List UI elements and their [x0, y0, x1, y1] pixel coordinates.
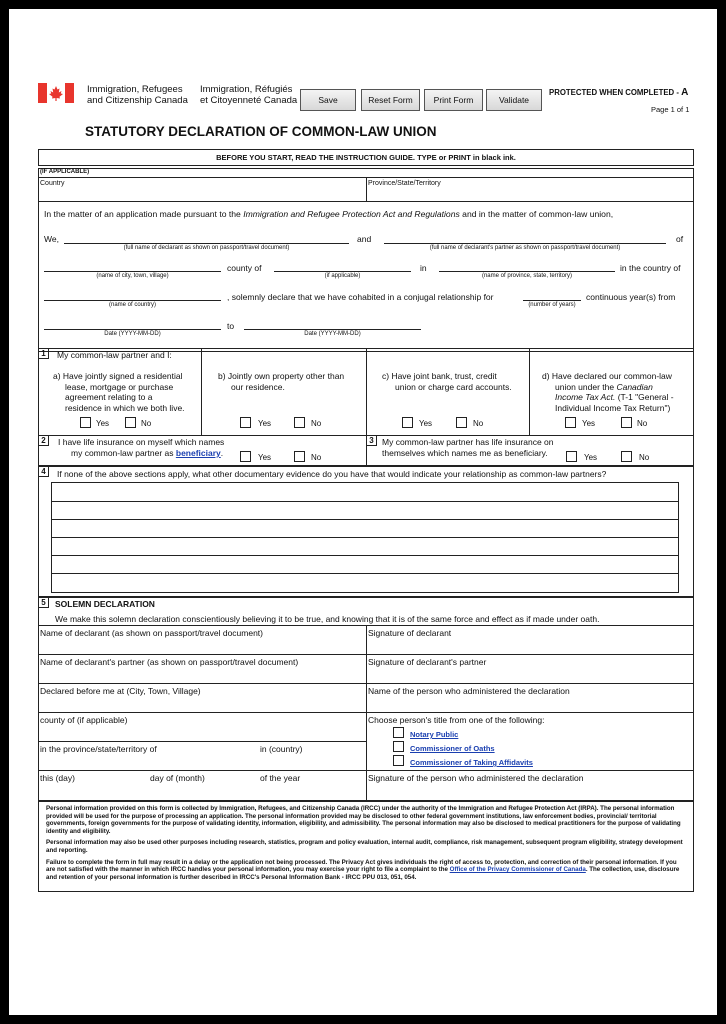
- option-d-text: [542, 371, 674, 413]
- county-of-label: county of: [227, 263, 262, 273]
- signature-of-partner-label: Signature of declarant's partner: [368, 657, 487, 667]
- divider: [366, 348, 367, 436]
- of-label: of: [676, 234, 684, 244]
- option-a-line2: lease, mortgage or purchase: [65, 381, 174, 392]
- section-3-text: [382, 437, 554, 459]
- section-2-no-checkbox[interactable]: [294, 451, 305, 462]
- section-3-number: 3: [366, 435, 377, 446]
- privacy-paragraph-2: Personal information may also be used other purposes including research, statistics, program and policy evaluation, internal audit, compliance, risk management, subsequent program eligibility, strategy development and reporting.: [46, 839, 683, 854]
- divider: [366, 625, 367, 801]
- matter-text-1: In the matter of an application made pursuant to the: [44, 209, 244, 219]
- section-3-no-label: No: [639, 453, 650, 462]
- matter-text-italic: Immigration and Refugee Protection Act and Regulations: [243, 209, 460, 219]
- option-a-no-label: No: [141, 419, 152, 428]
- section-2-period: .: [220, 448, 224, 458]
- commissioner-of-oaths-checkbox[interactable]: [393, 741, 404, 752]
- option-a-text: [53, 371, 185, 413]
- divider: [366, 177, 367, 201]
- to-label: to: [227, 321, 235, 331]
- protected-text: PROTECTED WHEN COMPLETED -: [549, 88, 682, 97]
- in-country-label: in (country): [260, 744, 303, 754]
- option-b-line2: our residence.: [231, 381, 285, 392]
- option-d-italic1: Canadian: [616, 381, 653, 392]
- continuous-label: continuous year(s) from: [586, 292, 676, 302]
- section-3-line1: My common-law partner has life insurance on: [382, 437, 554, 447]
- divider: [38, 654, 694, 655]
- and-label: and: [357, 234, 372, 244]
- canada-flag-icon: [38, 83, 74, 103]
- partner-name-sublabel: (full name of declarant's partner as shown on passport/travel document): [429, 245, 621, 251]
- name-of-declarant-label: Name of declarant (as shown on passport/travel document): [40, 628, 264, 638]
- dept-en-line2: and Citizenship Canada: [87, 95, 188, 106]
- section-3-yes-label: Yes: [584, 453, 598, 462]
- privacy-paragraph-1: Personal information provided on this form is collected by Immigration, Refugees, and Citizenship Canada (IRCC) under the authority of the Immigration and Refugee Protection Act (IRPA). The personal information provided will be used for the purpose of processing an application. The personal information provided may be disclosed to other federal government institutions, law enforcement bodies, provincial/ territorial governments, foreign governments for the purpose of validating identity, information, eligibility, and admissibility. The personal information may also be disclosed to medical practitioners for the purpose of validating identity and eligibility.: [46, 805, 681, 835]
- section-1-intro: My common-law partner and I:: [57, 350, 172, 360]
- divider: [529, 348, 530, 436]
- we-label: We,: [44, 234, 59, 244]
- section-2-yes-checkbox[interactable]: [240, 451, 251, 462]
- form-page: [9, 9, 717, 1015]
- name-of-partner-label: Name of declarant's partner (as shown on passport/travel document): [40, 657, 299, 667]
- name-of-administrator-label: Name of the person who administered the declaration: [368, 686, 570, 696]
- matter-text: [44, 209, 613, 219]
- commissioner-affidavits-link[interactable]: Commissioner of Taking Affidavits: [410, 758, 533, 767]
- reset-form-button[interactable]: Reset Form: [361, 89, 420, 111]
- option-a-line3: agreement relating to a: [65, 392, 153, 402]
- declarant-name-sublabel: (full name of declarant as shown on passport/travel document): [123, 245, 290, 251]
- section-5-heading: SOLEMN DECLARATION: [55, 599, 155, 609]
- option-d-line1: d) Have declared our common-law: [542, 371, 672, 381]
- dept-en-line1: Immigration, Refugees: [87, 84, 183, 95]
- option-c-no-checkbox[interactable]: [456, 417, 467, 428]
- form-title: STATUTORY DECLARATION OF COMMON-LAW UNION: [85, 124, 437, 139]
- choose-title-label: Choose person's title from one of the following:: [368, 715, 545, 725]
- option-d-yes-checkbox[interactable]: [565, 417, 576, 428]
- dept-fr-line2: et Citoyenneté Canada: [200, 95, 298, 106]
- option-b-text: [218, 371, 344, 392]
- privacy-paragraph-3b: . The collection, use, disclosure and retention of your personal information is further described in IRCC's Personal Information Bank - IRCC PPU 013, 051, 054.: [46, 866, 680, 881]
- textarea-line: [52, 519, 678, 520]
- option-c-line2: union or charge card accounts.: [395, 381, 512, 392]
- option-c-yes-checkbox[interactable]: [402, 417, 413, 428]
- option-d-line4: Individual Income Tax Return"): [555, 402, 671, 413]
- province-sublabel: (name of province, state, territory): [481, 273, 573, 279]
- declared-before-label: Declared before me at (City, Town, Village): [40, 686, 201, 696]
- option-a-no-checkbox[interactable]: [125, 417, 136, 428]
- option-d-yes-label: Yes: [582, 419, 596, 428]
- dept-name-fr: [200, 84, 297, 106]
- privacy-paragraph-3: [46, 859, 686, 882]
- option-d-line2: union under the: [555, 381, 617, 392]
- to-date-sublabel: Date (YYYY-MM-DD): [304, 331, 361, 337]
- option-d-no-checkbox[interactable]: [621, 417, 632, 428]
- privacy-notice: [38, 801, 694, 892]
- option-a-yes-checkbox[interactable]: [80, 417, 91, 428]
- option-c-no-label: No: [473, 419, 484, 428]
- divider: [38, 712, 694, 713]
- province-field[interactable]: [439, 271, 615, 272]
- beneficiary-link[interactable]: beneficiary: [175, 448, 221, 458]
- option-d-no-label: No: [637, 419, 648, 428]
- commissioner-of-oaths-link[interactable]: Commissioner of Oaths: [410, 744, 495, 753]
- county-sublabel: (if applicable): [324, 273, 361, 279]
- divider: [201, 348, 202, 436]
- section-2-no-label: No: [311, 453, 322, 462]
- option-d-line3: (T-1 "General -: [615, 392, 674, 402]
- signature-administrator-label: Signature of the person who administered the declaration: [368, 773, 584, 783]
- option-c-yes-label: Yes: [419, 419, 433, 428]
- county-label: county of (if applicable): [40, 715, 128, 725]
- section-2-text: [58, 437, 224, 459]
- textarea-line: [52, 555, 678, 556]
- instruction-bar: BEFORE YOU START, READ THE INSTRUCTION GUIDE. TYPE or PRINT in black ink.: [38, 149, 694, 166]
- option-b-no-checkbox[interactable]: [294, 417, 305, 428]
- from-date-field[interactable]: [44, 329, 221, 330]
- dept-fr-line1: Immigration, Réfugiés: [200, 84, 293, 95]
- day-of-month-label: day of (month): [150, 773, 205, 783]
- section-3-yes-checkbox[interactable]: [566, 451, 577, 462]
- section-1-number: 1: [38, 348, 49, 359]
- in-label: in: [420, 263, 427, 273]
- years-field[interactable]: [523, 300, 581, 301]
- validate-button[interactable]: Validate: [486, 89, 542, 111]
- option-b-yes-checkbox[interactable]: [240, 417, 251, 428]
- country-field[interactable]: [44, 300, 221, 301]
- protected-label: [549, 87, 688, 98]
- city-sublabel: (name of city, town, village): [96, 273, 169, 279]
- section-2-line1: I have life insurance on myself which names: [58, 437, 225, 447]
- option-c-line1: c) Have joint bank, trust, credit: [382, 371, 497, 381]
- county-field[interactable]: [274, 271, 411, 272]
- divider: [38, 683, 694, 684]
- dept-name-en: [87, 84, 188, 106]
- from-date-sublabel: Date (YYYY-MM-DD): [104, 331, 161, 337]
- option-d-italic2: Income Tax Act.: [555, 392, 616, 402]
- textarea-line: [52, 573, 678, 574]
- option-a-line1: a) Have jointly signed a residential: [53, 371, 183, 381]
- save-button[interactable]: Save: [300, 89, 356, 111]
- section-4-question: If none of the above sections apply, what other documentary evidence do you have that would indicate your relationship as common-law partners?: [57, 469, 607, 479]
- signature-of-declarant-label: Signature of declarant: [368, 628, 452, 638]
- notary-public-checkbox[interactable]: [393, 727, 404, 738]
- section-4-number: 4: [38, 466, 49, 477]
- partner-name-field[interactable]: [384, 243, 666, 244]
- commissioner-affidavits-checkbox[interactable]: [393, 755, 404, 766]
- city-field[interactable]: [44, 271, 221, 272]
- matter-text-2: and in the matter of common-law union,: [459, 209, 614, 219]
- option-b-line1: b) Jointly own property other than: [218, 371, 345, 381]
- option-a-yes-label: Yes: [96, 419, 110, 428]
- evidence-textarea[interactable]: [51, 482, 679, 593]
- country-label: Country: [40, 180, 65, 187]
- solemnly-label: , solemnly declare that we have cohabited in a conjugal relationship for: [227, 292, 494, 302]
- section-3-line2: themselves which names me as beneficiary.: [382, 448, 548, 458]
- section-2-yes-label: Yes: [258, 453, 272, 462]
- privacy-commissioner-link[interactable]: Office of the Privacy Commissioner of Canada: [449, 866, 586, 874]
- solemn-statement: We make this solemn declaration conscientiously believing it to be true, and knowing that it is of the same force and effect as if made under oath.: [55, 614, 600, 624]
- protected-letter: A: [681, 87, 689, 98]
- divider: [38, 741, 366, 742]
- section-5-number: 5: [38, 597, 49, 608]
- option-b-no-label: No: [311, 419, 322, 428]
- privacy-paragraph-3a: Failure to complete the form in full may result in a delay or the application not being processed. The Privacy Act gives individuals the right of access to, protection, and correction of their personal information. If you are not satisfied with the manner in which IRCC handles your personal information, you may exercise your right to file a complaint to the: [46, 858, 677, 874]
- in-country-of-label: in the country of: [620, 263, 681, 273]
- country-sublabel: (name of country): [108, 302, 157, 308]
- option-c-text: [382, 371, 512, 392]
- if-applicable-label: (IF APPLICABLE): [40, 169, 90, 175]
- declarant-name-field[interactable]: [64, 243, 349, 244]
- notary-public-link[interactable]: Notary Public: [410, 730, 459, 739]
- province-label: Province/State/Territory: [368, 180, 441, 187]
- section-2-number: 2: [38, 435, 49, 446]
- page-number: Page 1 of 1: [651, 105, 690, 114]
- option-a-line4: residence in which we both live.: [65, 402, 185, 413]
- to-date-field[interactable]: [244, 329, 421, 330]
- textarea-line: [52, 501, 678, 502]
- of-the-year-label: of the year: [260, 773, 301, 783]
- years-sublabel: (number of years): [528, 302, 576, 308]
- province-territory-label: in the province/state/territory of: [40, 744, 157, 754]
- section-2-line2: my common-law partner as: [71, 448, 176, 458]
- divider: [38, 770, 694, 771]
- print-form-button[interactable]: Print Form: [424, 89, 483, 111]
- divider: [38, 201, 694, 202]
- section-3-no-checkbox[interactable]: [621, 451, 632, 462]
- this-day-label: this (day): [40, 773, 75, 783]
- option-b-yes-label: Yes: [258, 419, 272, 428]
- textarea-line: [52, 537, 678, 538]
